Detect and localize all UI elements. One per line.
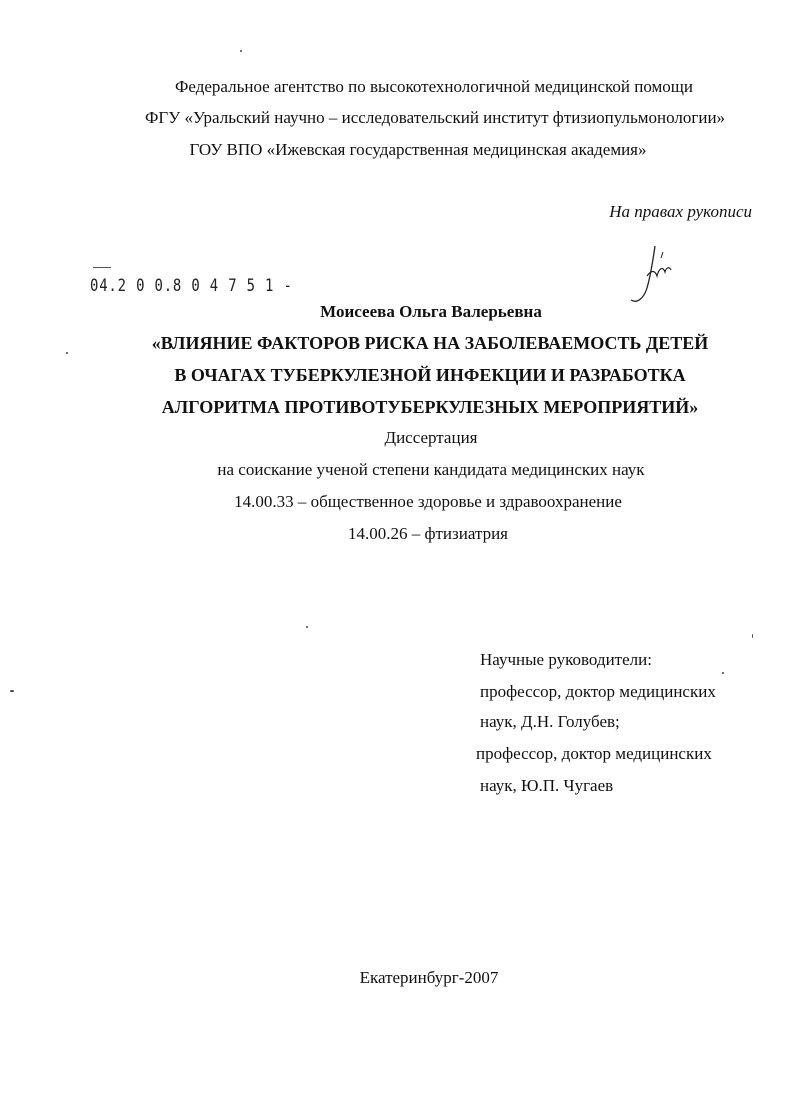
title-line-3: АЛГОРИТМА ПРОТИВОТУБЕРКУЛЕЗНЫХ МЕРОПРИЯТИЙ» (161, 397, 699, 417)
supervisor-line: профессор, доктор медицинских (480, 682, 716, 701)
document-type: Диссертация (384, 428, 478, 447)
supervisors-heading: Научные руководители: (480, 650, 652, 669)
agency-name: Федеральное агентство по высокотехнологичной медицинской помощи (174, 77, 693, 96)
supervisor-line: наук, Ю.П. Чугаев (480, 776, 614, 795)
specialty-2: 14.00.26 – фтизиатрия (347, 524, 508, 543)
scan-speck (722, 672, 724, 674)
title-line-2: В ОЧАГАХ ТУБЕРКУЛЕЗНОЙ ИНФЕКЦИИ И РАЗРАБОТКА (174, 365, 686, 385)
archive-number: 04.2 0 0.8 0 4 7 5 1 (90, 276, 275, 296)
specialty-1: 14.00.33 – общественное здоровье и здравоохранение (234, 492, 622, 511)
degree-statement: на соискание ученой степени кандидата медицинских наук (217, 460, 645, 479)
rights-note: На правах рукописи (609, 202, 752, 221)
scan-speck (306, 626, 308, 628)
supervisor-line: профессор, доктор медицинских (476, 744, 712, 763)
scan-speck (240, 50, 242, 52)
institute-name: ФГУ «Уральский научно – исследовательский институт фтизиопульмонологии» (144, 108, 726, 127)
scan-speck (66, 352, 68, 354)
signature-icon (625, 240, 685, 310)
scan-speck (752, 634, 753, 638)
academy-name: ГОУ ВПО «Ижевская государственная медицинская академия» (189, 140, 647, 159)
archive-number-stamp (90, 276, 293, 296)
city-year: Екатеринбург-2007 (359, 968, 499, 987)
archive-mark-line (93, 267, 111, 270)
title-line-1: «ВЛИЯНИЕ ФАКТОРОВ РИСКА НА ЗАБОЛЕВАЕМОСТЬ ДЕТЕЙ (151, 333, 709, 353)
author-name: Моисеева Ольга Валерьевна (320, 302, 542, 321)
scan-speck (10, 690, 14, 692)
archive-dash: - (274, 276, 293, 296)
supervisor-line: наук, Д.Н. Голубев; (480, 712, 620, 731)
